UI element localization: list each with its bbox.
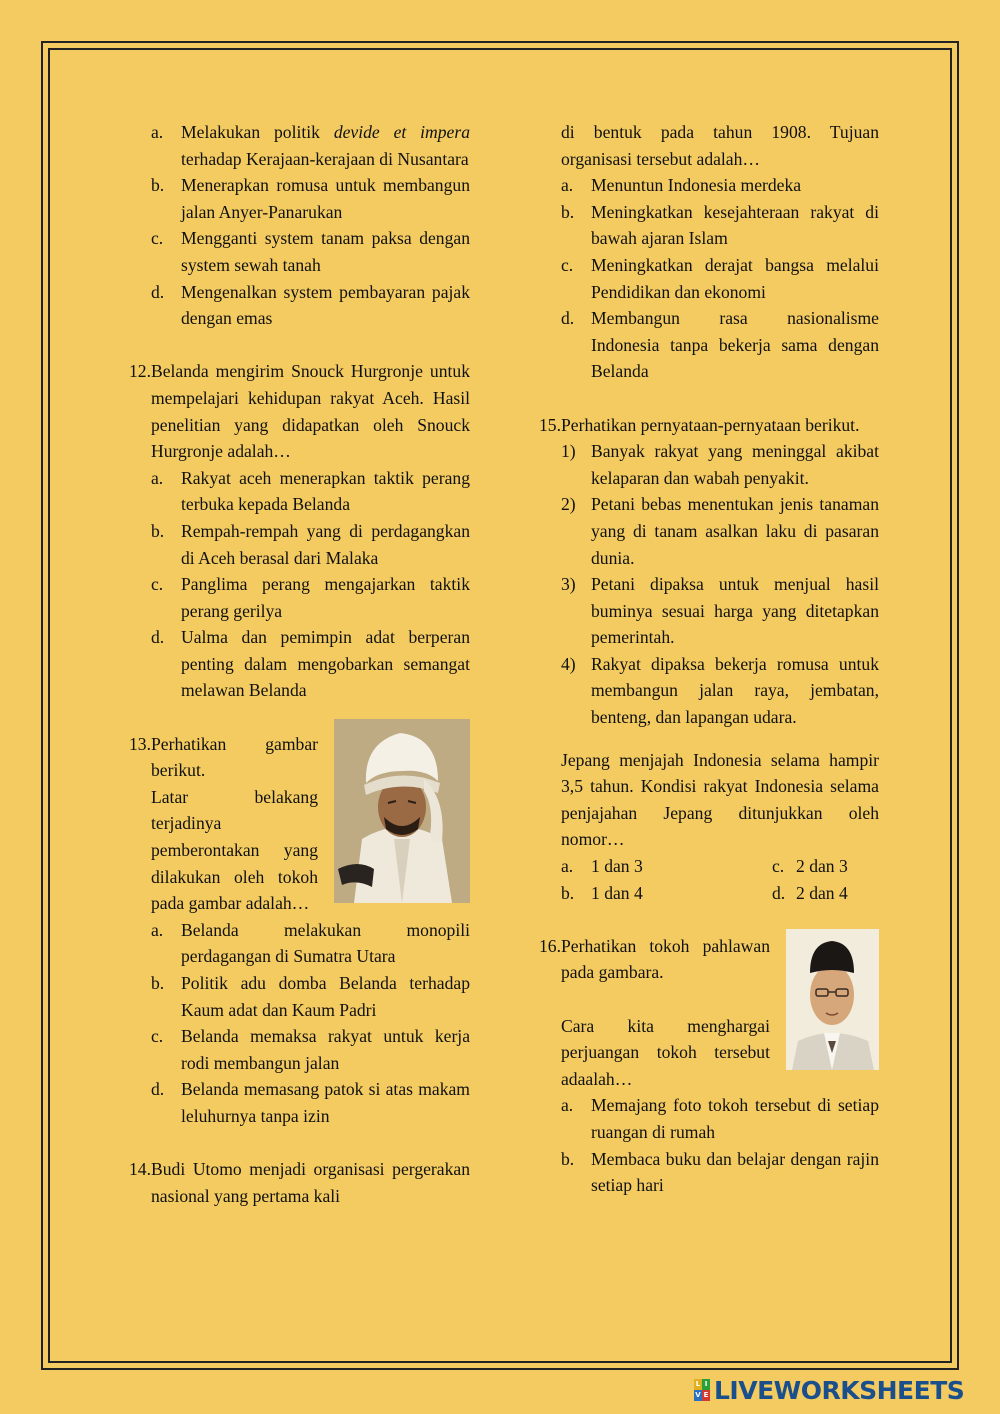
q15-statement-2: 2) Petani bebas menentukan jenis tanaman yang di tanam asalkan laku di pasaran dunia. (561, 494, 879, 568)
q15-option-b[interactable]: b. 1 dan 4 (561, 882, 643, 903)
question-number: 12. (129, 361, 151, 382)
logo-badge-icon: L I V E (695, 1380, 709, 1399)
question-text-continued: di bentuk pada tahun 1908. Tujuan organisasi tersebut adalah… (561, 122, 879, 169)
question-12 (118, 358, 470, 704)
portrait-illustration (334, 719, 470, 903)
logo-text: LIVEWORKSHEETS (714, 1375, 965, 1405)
right-column (528, 119, 879, 1199)
portrait-pahlawan-image (786, 929, 879, 1070)
q15-options (561, 853, 879, 906)
q15-option-a[interactable]: a. 1 dan 3 (561, 856, 643, 877)
q16-option-a[interactable]: a. Memajang foto tokoh tersebut di setiap ruangan di rumah (561, 1095, 879, 1142)
q11-option-a[interactable]: a. Melakukan politik devide et impera terhadap Kerajaan-kerajaan di Nusantara (151, 122, 471, 169)
q12-option-c[interactable]: c. Panglima perang mengajarkan taktik perang gerilya (151, 574, 470, 621)
question-16 (528, 933, 879, 1199)
q14-option-c[interactable]: c. Meningkatkan derajat bangsa melalui Pendidikan dan ekonomi (561, 254, 879, 302)
left-column (118, 119, 470, 1209)
q15-statement-3: 3) Petani dipaksa untuk menjual hasil buminya sesuai harga yang ditetapkan pemerintah. (561, 574, 879, 648)
question-number: 14. (129, 1159, 151, 1180)
q13-option-d[interactable]: d. Belanda memasang patok si atas makam leluhurnya tanpa izin (151, 1079, 470, 1126)
q14-option-b[interactable]: b. Meningkatkan kesejahteraan rakyat di bawah ajaran Islam (561, 201, 879, 249)
q15-option-c[interactable]: c. 2 dan 3 (772, 856, 848, 877)
q12-option-d[interactable]: d. Ualma dan pemimpin adat berperan penting dalam mengobarkan semangat melawan Belanda (151, 627, 470, 701)
question-text: Perhatikan pernyataan-pernyataan berikut. (561, 414, 860, 435)
question-number: 15. (539, 414, 561, 435)
q12-option-a[interactable]: a. Rakyat aceh menerapkan taktik perang terbuka kepada Belanda (151, 467, 470, 515)
q11-option-c[interactable]: c. Mengganti system tanam paksa dengan system sewah tanah (151, 228, 470, 275)
portrait-illustration (786, 929, 879, 1070)
q14-option-d[interactable]: d. Membangun rasa nasionalisme Indonesia tanpa bekerja sama dengan Belanda (561, 308, 879, 382)
q13-option-a[interactable]: a. Belanda melakukan monopili perdagangan di Sumatra Utara (151, 919, 470, 967)
q16-option-b[interactable]: b. Membaca buku dan belajar dengan rajin setiap hari (561, 1148, 879, 1196)
question-text: Budi Utomo menjadi organisasi pergerakan nasional yang pertama kali (151, 1159, 470, 1206)
question-15 (528, 412, 879, 907)
question-14 (118, 1156, 470, 1209)
question-intro: Perhatikan gambar berikut. (151, 733, 318, 781)
question-text: Belanda mengirim Snouck Hurgronje untuk mempelajari kehidupan rakyat Aceh. Hasil penelitian yang didapatkan oleh Snouck Hurgronje adalah… (151, 361, 470, 462)
q14-continued (528, 119, 879, 385)
q11-options (118, 119, 470, 332)
q15-statement-1: 1) Banyak rakyat yang meninggal akibat kelaparan dan wabah penyakit. (561, 441, 879, 488)
question-text: Latar belakang terjadinya pemberontakan yang dilakukan oleh tokoh pada gambar adalah… (151, 786, 318, 914)
q15-option-d[interactable]: d. 2 dan 4 (772, 882, 848, 903)
q13-option-b[interactable]: b. Politik adu domba Belanda terhadap Kaum adat dan Kaum Padri (151, 973, 470, 1020)
question-number: 13. (129, 733, 151, 754)
liveworksheets-logo[interactable] (694, 1376, 964, 1404)
question-text: Cara kita menghargai perjuangan tokoh tersebut adaalah… (561, 1015, 770, 1089)
portrait-turban-hero-image (334, 719, 470, 903)
q14-option-a[interactable]: a. Menuntun Indonesia merdeka (561, 175, 802, 196)
question-number: 16. (539, 935, 561, 956)
q13-option-c[interactable]: c. Belanda memaksa rakyat untuk kerja rodi membangun jalan (151, 1026, 470, 1073)
question-13 (118, 731, 470, 1130)
q15-statement-4: 4) Rakyat dipaksa bekerja romusa untuk membangun jalan raya, jembatan, benteng, dan lapangan udara. (561, 653, 879, 728)
q11-option-d[interactable]: d. Mengenalkan system pembayaran pajak dengan emas (151, 281, 470, 329)
q12-option-b[interactable]: b. Rempah-rempah yang di perdagangkan di Aceh berasal dari Malaka (151, 520, 470, 568)
question-prompt: Jepang menjajah Indonesia selama hampir 3,5 tahun. Kondisi rakyat Indonesia selama penjajahan Jepang ditunjukkan oleh nomor… (561, 749, 879, 850)
question-intro: Perhatikan tokoh pahlawan pada gambara. (561, 935, 770, 983)
q11-option-b[interactable]: b. Menerapkan romusa untuk membangun jalan Anyer-Panarukan (151, 175, 470, 222)
